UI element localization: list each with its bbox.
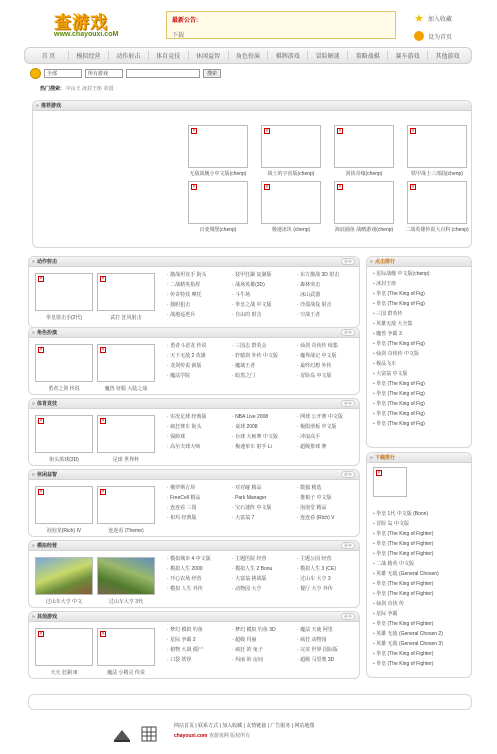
latest-title: » 下载排行 xyxy=(367,453,471,463)
nav-item-racing[interactable]: 赛车游戏 xyxy=(388,51,428,60)
broken-image-icon: × xyxy=(338,128,342,134)
nav-item-casual[interactable]: 休闲益智 xyxy=(189,51,229,60)
more-button[interactable]: 更多 xyxy=(341,471,355,478)
game-caption[interactable]: 百变城堡(chenp) xyxy=(199,227,237,233)
main-nav xyxy=(24,47,472,64)
notice-box xyxy=(166,11,396,39)
nav-item-simulation[interactable]: 模拟经营 xyxy=(69,51,109,60)
game-caption[interactable]: 连连看 (Theme) xyxy=(108,528,144,534)
game-thumb[interactable] xyxy=(97,486,155,524)
game-caption[interactable]: 剑侠奇缘(chenp) xyxy=(345,171,383,177)
broken-image-icon: × xyxy=(377,470,381,476)
game-thumb[interactable] xyxy=(97,628,155,666)
game-thumb[interactable] xyxy=(35,486,93,524)
nav-item-adventure[interactable]: 冒险解谜 xyxy=(308,51,348,60)
section-simulation xyxy=(28,540,360,608)
more-button[interactable]: 更多 xyxy=(341,400,355,407)
section-casual xyxy=(28,469,360,537)
broken-image-icon: × xyxy=(192,184,196,190)
section-rpg xyxy=(28,327,360,395)
nav-item-action[interactable]: 动作射击 xyxy=(109,51,149,60)
search-category-select[interactable]: 所有游戏 xyxy=(85,69,123,78)
game-thumb[interactable] xyxy=(35,273,93,311)
search-bar xyxy=(30,68,221,79)
latest-list: ▪ 拳皇 1代 中文版 (Bonn) ▪ 冒险 岛 中文版 ▪ 拳皇 (The King of Fighter) ▪ 拳皇 (The King of Fighter) ▪ 拳皇 (The King of Fighter) ▪ 二战 精英 中文版 ▪ 英雄 无敌 (General Chosen) ▪ 拳皇 (The King of Fighter) ▪ 拳皇 (The King of Fighter) ▪ 仙剑 奇侠 传 ▪ 星际 争霸 ▪ 拳皇 (The King of Fighter) ▪ 英雄 无敌 (General Chosen 2) ▪ 英雄 无敌 (General Chosen 3) ▪ 拳皇 (The King of Fighter) ▪ 拳皇 (The King of Fighter) xyxy=(373,509,471,669)
hot-searches-label: 热门搜索: xyxy=(40,86,62,92)
game-thumb[interactable] xyxy=(261,125,321,168)
notice-title: 最新公告: xyxy=(172,18,198,24)
broken-image-icon: × xyxy=(39,418,43,424)
section-title: » 其他游戏 更多 xyxy=(29,612,359,622)
game-caption[interactable]: 铁甲战士三部曲(chenp) xyxy=(411,171,463,177)
notice-body[interactable]: 下载 xyxy=(172,33,185,39)
broken-image-icon: × xyxy=(338,184,342,190)
star-icon: ★ xyxy=(414,13,424,25)
game-caption[interactable]: 拳皇射击手(2代) xyxy=(45,315,83,321)
game-thumb[interactable] xyxy=(35,415,93,453)
more-button[interactable]: 更多 xyxy=(341,329,355,336)
broken-image-icon: × xyxy=(101,276,105,282)
game-thumb[interactable] xyxy=(35,557,93,595)
more-button[interactable]: 更多 xyxy=(341,613,355,620)
game-caption[interactable]: 足球 世界杯 xyxy=(112,457,140,463)
search-input[interactable] xyxy=(126,69,200,78)
game-thumb[interactable] xyxy=(97,273,155,311)
home-icon xyxy=(414,31,424,41)
game-thumb[interactable] xyxy=(97,557,155,595)
game-caption[interactable]: 无敌战舰小中文版(chenp) xyxy=(189,171,247,177)
game-list: · 装甲狂飙 复制版 · 战场英雄(3D) · 斗牛场 · 拳皇之战 中文版 · 自由的 射击 xyxy=(232,270,292,320)
game-caption[interactable]: 二战英雄传说大百科 (chenp) xyxy=(405,227,469,233)
footer-links[interactable]: 网站首页 | 联系方式 | 加入收藏 | 友情链接 | 广告服务 | 网站地图 xyxy=(174,723,315,729)
footer xyxy=(24,718,472,748)
game-caption[interactable]: 海底捕鱼 战略游戏(chenp) xyxy=(334,227,394,233)
more-button[interactable]: 更多 xyxy=(341,542,355,549)
game-list: · 对对碰 精品 · Park Manager · 宝石迷阵 中文版 · 大富翁 7 xyxy=(232,483,292,523)
game-caption[interactable]: 泡泡龙(Rich) IV xyxy=(46,528,82,534)
game-caption[interactable]: 勇者之剑 传说 xyxy=(48,386,80,392)
game-caption[interactable]: 魔法 小精灵 传说 xyxy=(107,670,145,676)
game-thumb[interactable] xyxy=(97,344,155,382)
game-list: · NBA Live 2008 · 桌球 2008 · 台球 大师赛 中文版 · 极速单车 射手 Li xyxy=(232,412,292,452)
game-caption[interactable]: 极速冰块 (chenp) xyxy=(271,227,311,233)
hot-searches xyxy=(40,85,113,92)
game-list: · 主题公园 经营 · 模拟人生 3 (CE) · 过山车 大亨 3 · 餐厅 大亨 外传 xyxy=(297,554,357,594)
site-logo[interactable] xyxy=(54,8,118,38)
game-caption[interactable]: 过山车大亨 中文 xyxy=(45,599,83,605)
game-caption[interactable]: 魔兽 征服 大陆之战 xyxy=(104,386,148,392)
set-homepage-link[interactable]: 设为首页 xyxy=(414,31,452,41)
game-caption[interactable]: 街头篮球(3D) xyxy=(49,457,79,463)
broken-image-icon: × xyxy=(39,489,43,495)
section-title: » 动作射击 更多 xyxy=(29,257,359,267)
ranking-title: » 点击排行 xyxy=(367,257,471,267)
partner-logo-icon xyxy=(114,730,130,742)
broken-image-icon: × xyxy=(192,128,196,134)
logo-text: 查游戏 xyxy=(54,13,108,33)
search-button[interactable]: 搜索 xyxy=(203,69,221,78)
broken-image-icon: × xyxy=(101,347,105,353)
footer-logos xyxy=(112,724,162,744)
broken-image-icon: × xyxy=(265,128,269,134)
section-action xyxy=(28,256,360,328)
game-list: · 梦幻 模拟 钓鱼 · 星际 争霸 2 · 植物 大战 僵尸 · 口袋 妖怪 xyxy=(167,625,227,665)
nav-item-board[interactable]: 棋牌游戏 xyxy=(268,51,308,60)
game-thumb[interactable] xyxy=(373,467,407,497)
game-list: · 模拟城市 4 中文版 · 模拟人生 2000 · 开心农场 经营 · 模拟 人生 外传 xyxy=(167,554,227,594)
hot-search-words[interactable]: 中山王 冰封王座 帝国 xyxy=(65,86,114,92)
game-list: · 魔法 天使 阿里 · 疯狂 动物园 · 完美 世界 国际版 · 超级 马里奥 3D xyxy=(297,625,357,665)
game-thumb[interactable] xyxy=(35,344,93,382)
game-caption[interactable]: 天天 狂飙 III xyxy=(50,670,78,676)
search-icon xyxy=(30,68,41,79)
game-thumb[interactable] xyxy=(334,125,394,168)
game-list: · 三国志 群英会 · 轩辕剑 外传 中文版 · 魔域王者 · 暗黑之门 xyxy=(232,341,292,381)
broken-image-icon: × xyxy=(411,184,415,190)
nav-item-strategy[interactable]: 策略战棋 xyxy=(348,51,388,60)
broken-image-icon: × xyxy=(101,631,105,637)
game-list: · 勇者斗恶龙 传说 · 天下无敌 2 英雄 · 龙剑传说 新版 · 魔法学院 xyxy=(167,341,227,381)
section-sports xyxy=(28,398,360,466)
game-thumb[interactable] xyxy=(407,125,467,168)
broken-image-icon: × xyxy=(39,631,43,637)
game-list: · 数独 精选 · 推箱子 中文版 · 泡泡堂 精品 · 连连看 (Rich) V xyxy=(297,483,357,523)
ranking-box xyxy=(366,256,472,448)
recommend-title: » 推荐游戏 xyxy=(33,101,471,111)
game-thumb[interactable] xyxy=(261,181,321,224)
game-list: · 东方激战 3D 射击 · 森林突击 · 冰山武器 · 沙漠战役 射击 · 空战王者 xyxy=(297,270,357,320)
logo-domain: www.chayouxi.coM xyxy=(54,31,119,38)
link-bar xyxy=(28,694,472,710)
more-button[interactable]: 更多 xyxy=(341,258,355,265)
section-other xyxy=(28,611,360,679)
section-title: » 体育竞技 更多 xyxy=(29,399,359,409)
broken-image-icon: × xyxy=(39,276,43,282)
ranking-list: ▪ 星际战舰 中文版(chenp) ▪ 冰封王座 ▪ 拳皇 (The King of Fig) ▪ 拳皇 (The King of Fig) ▪ 三国 群英传 ▪ 英雄无敌 大全集 ▪ 魔兽 争霸 3 ▪ 拳皇 (The King of Fig) ▪ 仙剑 奇侠传 中文版 ▪ 极品飞车 ▪ 大富翁 中文版 ▪ 拳皇 (The King of Fig) ▪ 拳皇 (The King of Fig) ▪ 拳皇 (The King of Fig) ▪ 拳皇 (The King of Fig) ▪ 拳皇 (The King of Fig) xyxy=(373,269,471,429)
game-list: · 激战坦克手 街头 · 二战精英指挥 · 传奇特技 摩托 · 独胆狙击 · 战地巡逻兵 xyxy=(167,270,227,320)
page xyxy=(24,0,472,754)
broken-image-icon: × xyxy=(411,128,415,134)
game-list: · 梦幻 模拟 钓鱼 3D · 超级 玛丽 · 疯狂 的 兔子 · 玛丽 的 房间 xyxy=(232,625,292,665)
game-list: · 主题医院 经营 · 模拟人生 2 Bonu · 大富翁 挑战版 · 动物园 大亨 xyxy=(232,554,292,594)
game-thumb[interactable] xyxy=(35,628,93,666)
broken-image-icon: × xyxy=(101,418,105,424)
footer-copyright: chayouxi.com 查游戏网 版权所有 xyxy=(174,733,251,739)
nav-item-other[interactable]: 其他游戏 xyxy=(435,54,460,60)
game-caption[interactable]: 武打 狂风射击 xyxy=(110,315,142,321)
nav-item-sports[interactable]: 体育竞技 xyxy=(149,51,189,60)
add-favorite-link[interactable]: ★ 加入收藏 xyxy=(414,13,452,25)
latest-box xyxy=(366,452,472,678)
nav-item-home[interactable]: 首 页 xyxy=(29,51,69,60)
grid-logo-icon xyxy=(142,727,156,741)
game-thumb[interactable] xyxy=(188,181,248,224)
game-thumb[interactable] xyxy=(334,181,394,224)
broken-image-icon: × xyxy=(39,347,43,353)
section-title: » 角色扮演 更多 xyxy=(29,328,359,338)
game-thumb[interactable] xyxy=(97,415,155,453)
game-thumb[interactable] xyxy=(407,181,467,224)
game-thumb[interactable] xyxy=(188,125,248,168)
broken-image-icon: × xyxy=(101,489,105,495)
section-title: » 模拟经营 更多 xyxy=(29,541,359,551)
nav-item-rpg[interactable]: 角色扮演 xyxy=(229,51,269,60)
game-list: · 实况足球 经典版 · 疯狂赛车 街头 · 保龄球 · 高尔夫球大师 xyxy=(167,412,227,452)
recommend-box xyxy=(32,100,472,248)
game-list: · 仙剑 奇侠传 续集 · 魔界战记 中文版 · 最终幻想 外传 · 冒险岛 中文版 xyxy=(297,341,357,381)
game-list: · 网球 公开赛 中文版 · 极限滑板 中文版 · 冲浪高手 · 超级排球 赛 xyxy=(297,412,357,452)
header-links xyxy=(414,12,452,47)
section-title: » 休闲益智 更多 xyxy=(29,470,359,480)
header xyxy=(24,0,472,46)
search-type-select[interactable]: 全部 xyxy=(44,69,82,78)
game-caption[interactable]: 战士的宇宙版(chenp) xyxy=(267,171,315,177)
broken-image-icon: × xyxy=(265,184,269,190)
game-list: · 俄罗斯方块 · FreeCell 精品 · 连连看 三国 · 祖玛 经典版 xyxy=(167,483,227,523)
game-caption[interactable]: 过山车大亨 3代 xyxy=(108,599,144,605)
